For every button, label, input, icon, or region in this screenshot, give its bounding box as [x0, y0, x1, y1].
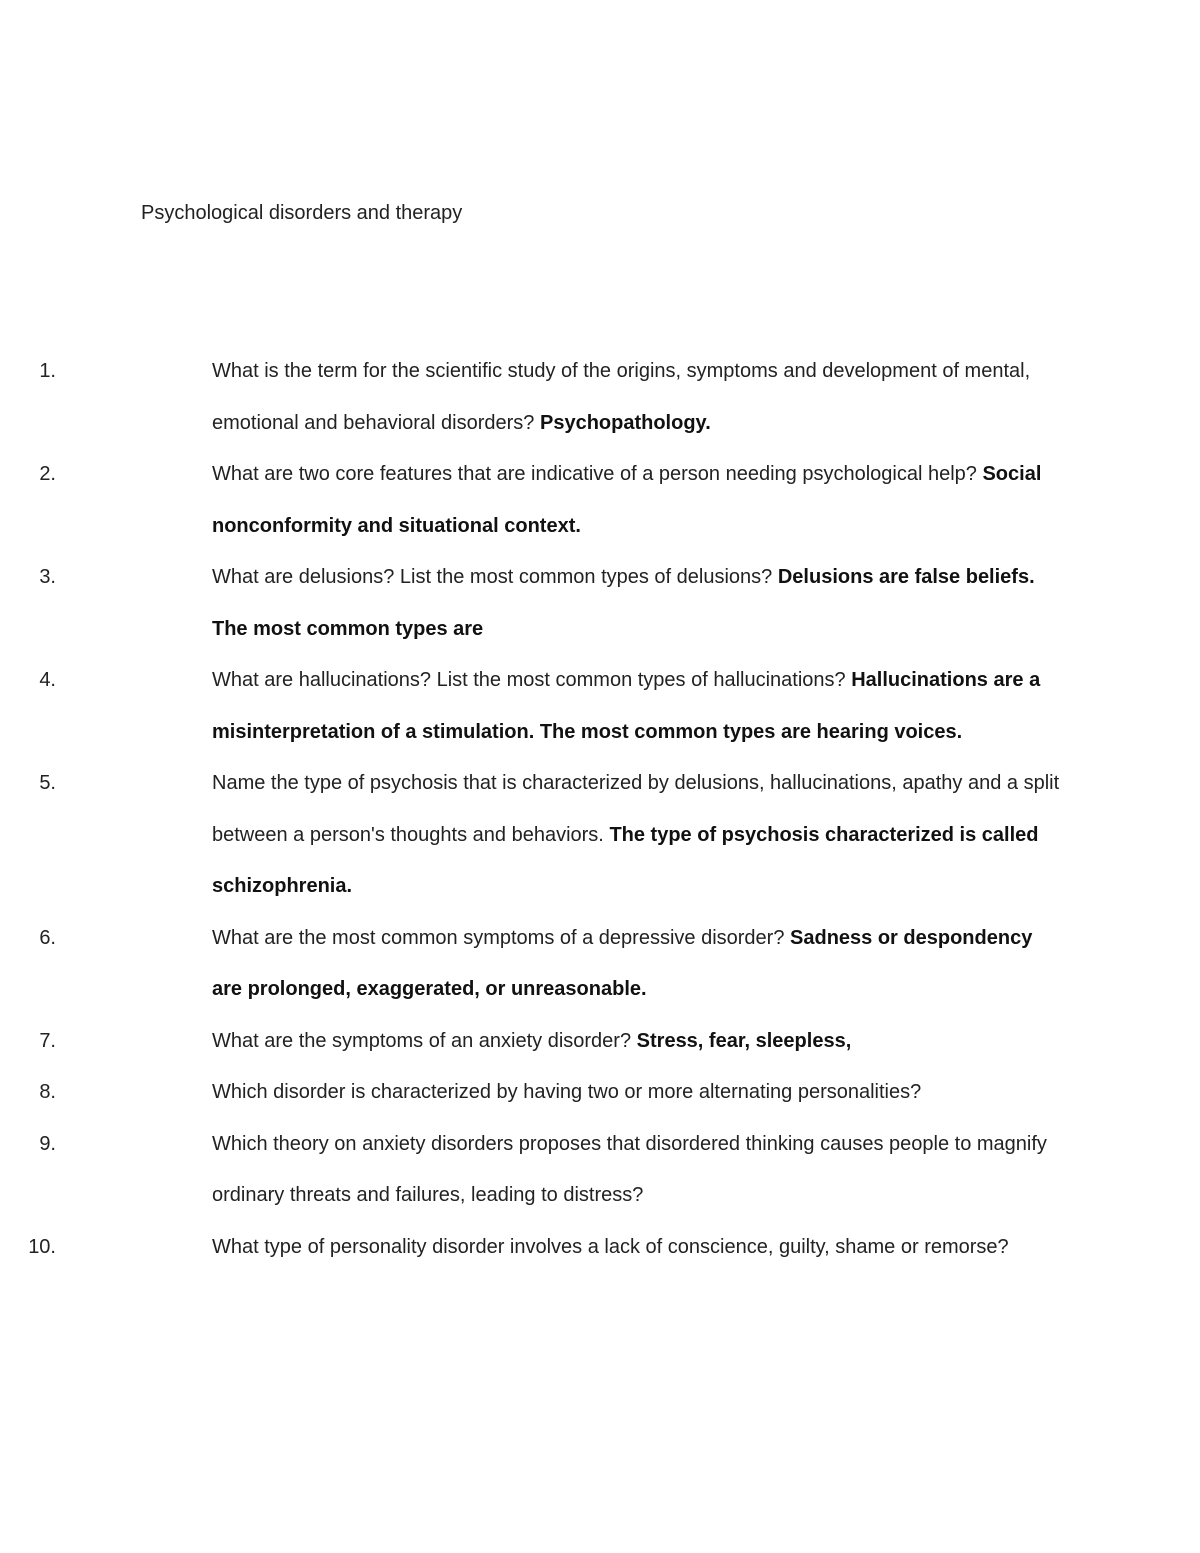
answer-text: Psychopathology.: [539, 411, 711, 434]
question-text: Which disorder is characterized by having two or more alternating personalities?: [212, 1081, 922, 1103]
question-item: [0, 552, 1062, 655]
question-item: [0, 346, 1062, 449]
question-item: [0, 1222, 1062, 1274]
answer-text: Sadness or despondency are prolonged, exaggerated, or unreasonable.: [212, 926, 1033, 1000]
answer-text: Delusions are false beliefs. The most common types are: [212, 566, 1035, 640]
question-number: 10.: [28, 1235, 56, 1258]
question-item: [0, 1016, 1062, 1068]
question-item: [0, 655, 1062, 758]
answer-text: Hallucinations are a misinterpretation of a stimulation. The most common types are hearing voices.: [212, 669, 1041, 743]
question-number: 9.: [39, 1132, 56, 1155]
question-item: [0, 1067, 1062, 1119]
question-number: 1.: [39, 360, 56, 382]
question-item: [0, 913, 1062, 1016]
question-number: 3.: [39, 566, 56, 588]
question-number: 4.: [39, 669, 56, 691]
question-text: What are hallucinations? List the most common types of hallucinations?: [212, 669, 846, 691]
question-item: [0, 449, 1062, 552]
question-number: 8.: [39, 1081, 56, 1103]
question-item: [0, 1119, 1062, 1222]
question-number: 6.: [39, 926, 56, 949]
answer-text: Stress, fear, sleepless,: [636, 1029, 852, 1052]
answer-text: The type of psychosis characterized is called schizophrenia.: [212, 823, 1039, 897]
question-list: [0, 346, 1200, 1273]
question-text: What is the term for the scientific study of the origins, symptoms and development of mental, emotional and behavioral disorders?: [212, 360, 1031, 434]
question-text: What are the most common symptoms of a depressive disorder?: [212, 926, 785, 949]
answer-text: Social nonconformity and situational context.: [212, 463, 1042, 537]
question-item: [0, 758, 1062, 913]
question-number: 2.: [39, 463, 56, 485]
question-text: What are delusions? List the most common types of delusions?: [212, 566, 773, 588]
question-text: What are two core features that are indicative of a person needing psychological help?: [212, 463, 977, 485]
question-number: 5.: [39, 772, 56, 794]
question-text: What type of personality disorder involves a lack of conscience, guilty, shame or remorse?: [212, 1235, 1009, 1258]
question-text: What are the symptoms of an anxiety disorder?: [212, 1029, 632, 1052]
question-text: Name the type of psychosis that is characterized by delusions, hallucinations, apathy and a split between a person's thoughts and behaviors.: [212, 772, 1060, 846]
question-number: 7.: [39, 1029, 56, 1052]
question-text: Which theory on anxiety disorders proposes that disordered thinking causes people to magnify ordinary threats and failures, leading to distress?: [212, 1132, 1047, 1206]
document-title: Psychological disorders and therapy: [141, 202, 463, 224]
